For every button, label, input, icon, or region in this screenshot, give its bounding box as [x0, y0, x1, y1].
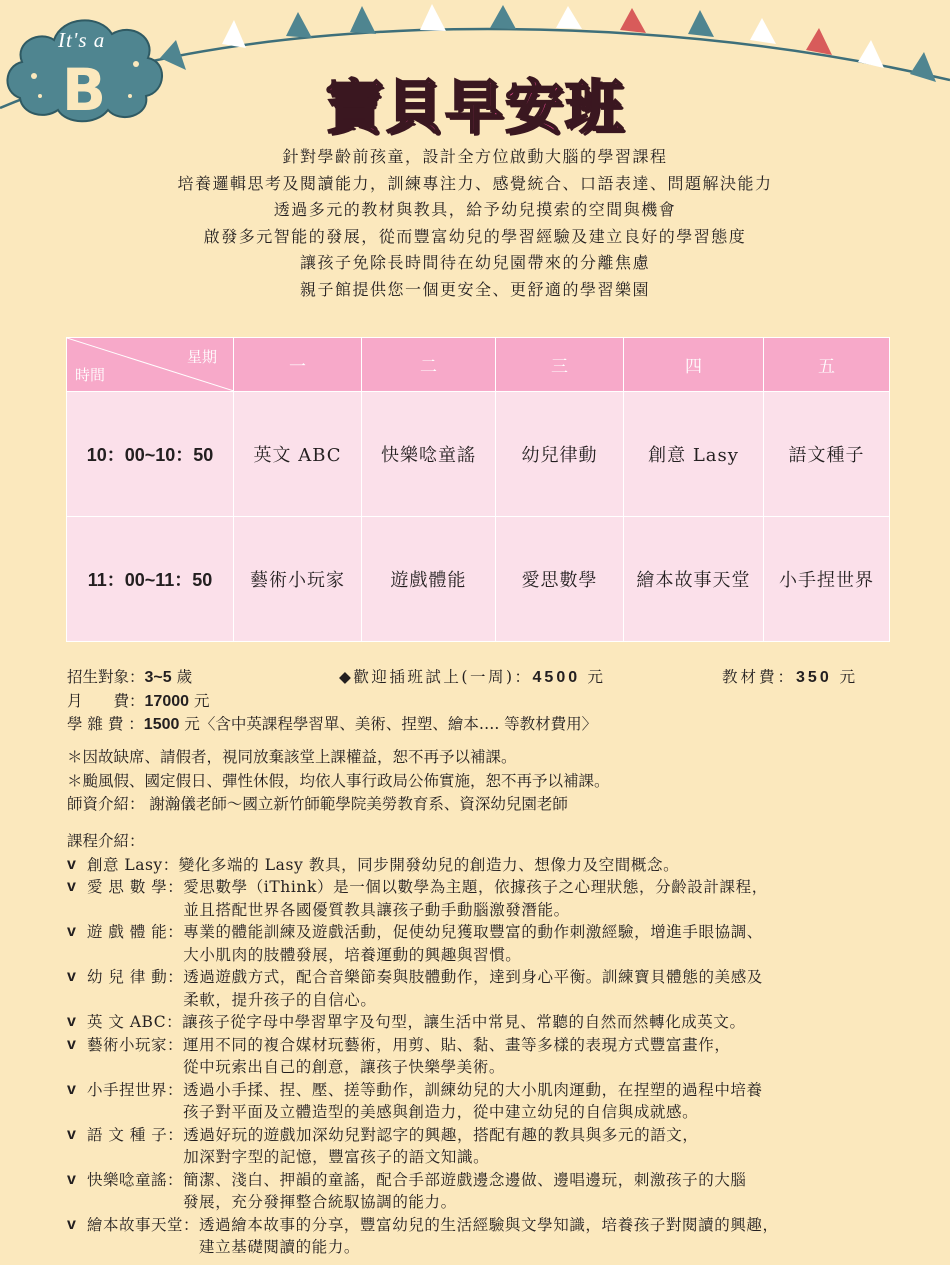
check-mark-icon: v [67, 1170, 76, 1188]
logo-text: It's a [58, 28, 106, 52]
intro-line: 讓孩子免除長時間待在幼兒園帶來的分離焦慮 [299, 253, 650, 272]
schedule-row [67, 392, 890, 517]
courses-heading: 課程介紹： [67, 832, 145, 850]
trial-value: 4500 [532, 669, 581, 686]
note-line: ＊因故缺席、請假者，視同放棄該堂上課權益，恕不再予以補課。 [67, 748, 517, 766]
target-value: 3~5 [144, 669, 172, 686]
course-name: 快樂唸童謠 [87, 1170, 168, 1189]
course-name: 遊 戲 體 能 [87, 923, 168, 941]
target-unit: 歲 [171, 668, 193, 686]
check-mark-icon: v [67, 1035, 76, 1053]
schedule-table [66, 337, 890, 642]
class-cell: 幼兒律動 [496, 392, 624, 517]
info-row-target [67, 666, 859, 690]
course-item: v 語 文 種 子 ： 透過好玩的遊戲加深幼兒對認字的興趣，搭配有趣的教具與多元的語文， 加深對字型的記憶，豐富孩子的語文知識。 [67, 1124, 927, 1169]
course-item: v 快樂唸童謠 ： 簡潔、淺白、押韻的童謠，配合手部遊戲邊念邊做、邊唱邊玩，刺激孩子的大腦 發展，充分發揮整合統馭協調的能力。 [67, 1169, 927, 1214]
check-mark-icon: v [67, 923, 76, 940]
class-cell: 創意 Lasy [624, 392, 764, 517]
class-cell: 愛思數學 [496, 517, 624, 642]
trial-fee [339, 666, 606, 690]
target-label: 招生對象： [67, 668, 145, 686]
day-header: 二 [362, 338, 496, 392]
course-item: v 英 文 ABC ： 讓孩子從字母中學習單字及句型，讓生活中常見、常聽的自然而然轉化成英文。 [67, 1011, 927, 1034]
intro-line: 針對學齡前孩童，設計全方位啟動大腦的學習課程 [282, 147, 668, 166]
schedule-corner-cell [67, 338, 234, 392]
corner-label-day: 星期 [186, 348, 217, 366]
course-desc: 透過繪本故事的分享，豐富幼兒的生活經驗與文學知識，培養孩子對閱讀的興趣， 建立基礎閱讀的能力。 [199, 1215, 779, 1256]
trial-label: ◆歡迎插班試上(一周)： [339, 668, 533, 686]
course-name: 英 文 ABC [87, 1013, 167, 1031]
course-item: v 幼 兒 律 動 ： 透過遊戲方式，配合音樂節奏與肢體動作，達到身心平衡。訓練寶貝體態的美感及 柔軟，提升孩子的自信心。 [67, 966, 927, 1011]
course-name: 繪本故事天堂 [87, 1215, 184, 1234]
schedule-row [67, 517, 890, 642]
class-cell: 語文種子 [764, 392, 890, 517]
course-desc: 專業的體能訓練及遊戲活動，促使幼兒獲取豐富的動作刺激經驗，增進手眼協調、 大小肌肉的肢體發展，培養運動的興趣與習慣。 [183, 923, 763, 964]
teacher-intro: 師資介紹： 謝瀚儀老師～國立新竹師範學院美勞教育系、資深幼兒園老師 [67, 795, 568, 813]
material-fee [722, 666, 858, 690]
class-cell: 遊戲體能 [362, 517, 496, 642]
course-item: v 遊 戲 體 能 ： 專業的體能訓練及遊戲活動，促使幼兒獲取豐富的動作刺激經驗，增進手眼協調、 大小肌肉的肢體發展，培養運動的興趣與習慣。 [67, 921, 927, 966]
misc-unit: 元〈含中英課程學習單、美術、捏塑、繪本…. 等教材費用〉 [179, 715, 598, 733]
class-cell: 繪本故事天堂 [624, 517, 764, 642]
day-header: 一 [234, 338, 362, 392]
info-row-monthly [67, 690, 597, 714]
page-title: 寶貝早安班 [324, 73, 625, 141]
material-value: 350 [796, 669, 832, 686]
course-desc: 透過小手揉、捏、壓、搓等動作，訓練幼兒的大小肌肉運動，在捏塑的過程中培養 孩子對平面及立體造型的美感與創造力，從中建立幼兒的自信與成就感。 [183, 1080, 763, 1121]
course-name: 幼 兒 律 動 [87, 968, 168, 986]
check-mark-icon: v [67, 855, 76, 873]
misc-value: 1500 [143, 716, 180, 733]
time-slot: 10：00~10：50 [67, 392, 234, 517]
course-item: v 繪本故事天堂 ： 透過繪本故事的分享，豐富幼兒的生活經驗與文學知識，培養孩子對閱讀的興趣， 建立基礎閱讀的能力。 [67, 1214, 927, 1259]
intro-line: 培養邏輯思考及閱讀能力，訓練專注力、感覺統合、口語表達、問題解決能力 [177, 173, 773, 193]
course-desc: 透過遊戲方式，配合音樂節奏與肢體動作，達到身心平衡。訓練寶貝體態的美感及 柔軟，提升孩子的自信心。 [183, 968, 763, 1009]
day-header: 四 [624, 338, 764, 392]
notes [67, 746, 610, 817]
check-mark-icon: v [67, 1013, 76, 1030]
course-item: v 創意 Lasy ： 變化多端的 Lasy 教具，同步開發幼兒的創造力、想像力及空間概念。 [67, 854, 927, 877]
intro-line: 透過多元的教材與教具，給予幼兒摸索的空間與機會 [273, 200, 677, 219]
info-row-misc [67, 713, 597, 737]
course-name: 藝術小玩家 [87, 1035, 168, 1054]
material-unit: 元 [831, 668, 859, 686]
class-cell: 快樂唸童謠 [362, 392, 496, 517]
class-cell: 藝術小玩家 [234, 517, 362, 642]
course-desc: 運用不同的複合媒材玩藝術，用剪、貼、黏、畫等多樣的表現方式豐富畫作， 從中玩索出自己的創意，讓孩子快樂學美術。 [183, 1035, 731, 1076]
check-mark-icon: v [67, 968, 76, 985]
day-header: 五 [764, 338, 890, 392]
trial-unit: 元 [580, 668, 606, 686]
note-line: ＊颱風假、國定假日、彈性休假，均依人事行政局公佈實施，恕不再予以補課。 [67, 771, 610, 790]
misc-label: 學 雜 費 ： [67, 715, 144, 733]
course-item: v 愛 思 數 學 ： 愛思數學（iThink）是一個以數學為主題，依據孩子之心理狀態，分齡設計課程， 並且搭配世界各國優質教具讓孩子動手動腦激發潛能。 [67, 876, 927, 921]
monthly-label: 月 費： [67, 691, 145, 710]
intro-text [0, 144, 950, 303]
course-name: 語 文 種 子 [87, 1125, 168, 1144]
material-label: 教材費： [722, 668, 797, 686]
course-name: 小手捏世界 [87, 1080, 168, 1099]
course-name: 愛 思 數 學 [87, 878, 168, 896]
course-desc: 透過好玩的遊戲加深幼兒對認字的興趣，搭配有趣的教具與多元的語文， 加深對字型的記憶，豐富孩子的語文知識。 [183, 1125, 699, 1166]
course-list [67, 830, 927, 1259]
intro-line: 親子館提供您一個更安全、更舒適的學習樂園 [299, 279, 650, 299]
enrollment-info [67, 666, 859, 737]
class-cell: 小手捏世界 [764, 517, 890, 642]
check-mark-icon: v [67, 1080, 76, 1098]
day-header: 三 [496, 338, 624, 392]
check-mark-icon: v [67, 1125, 76, 1143]
course-desc: 讓孩子從字母中學習單字及句型，讓生活中常見、常聽的自然而然轉化成英文。 [182, 1013, 746, 1031]
course-desc: 簡潔、淺白、押韻的童謠，配合手部遊戲邊念邊做、邊唱邊玩，刺激孩子的大腦 發展，充分發揮整合統馭協調的能力。 [183, 1170, 747, 1211]
logo-letter: B [61, 56, 107, 124]
course-item: v 小手捏世界 ： 透過小手揉、捏、壓、搓等動作，訓練幼兒的大小肌肉運動，在捏塑的過程中培養 孩子對平面及立體造型的美感與創造力，從中建立幼兒的自信與成就感。 [67, 1079, 927, 1124]
course-name: 創意 Lasy [87, 855, 163, 874]
check-mark-icon: v [67, 878, 76, 895]
schedule-header-row [67, 338, 890, 392]
monthly-unit: 元 [189, 691, 210, 710]
course-item: v 藝術小玩家 ： 運用不同的複合媒材玩藝術，用剪、貼、黏、畫等多樣的表現方式豐富畫作， 從中玩索出自己的創意，讓孩子快樂學美術。 [67, 1034, 927, 1079]
monthly-value: 17000 [144, 692, 190, 710]
intro-line: 啟發多元智能的發展，從而豐富幼兒的學習經驗及建立良好的學習態度 [203, 226, 747, 246]
course-desc: 愛思數學（iThink）是一個以數學為主題，依據孩子之心理狀態，分齡設計課程， 並且搭配世界各國優質教具讓孩子動手動腦激發潛能。 [183, 878, 768, 919]
check-mark-icon: v [67, 1215, 76, 1233]
class-cell: 英文 ABC [234, 392, 362, 517]
course-desc: 變化多端的 Lasy 教具，同步開發幼兒的創造力、想像力及空間概念。 [178, 855, 680, 874]
corner-label-time: 時間 [75, 366, 106, 384]
time-slot: 11：00~11：50 [67, 517, 234, 642]
